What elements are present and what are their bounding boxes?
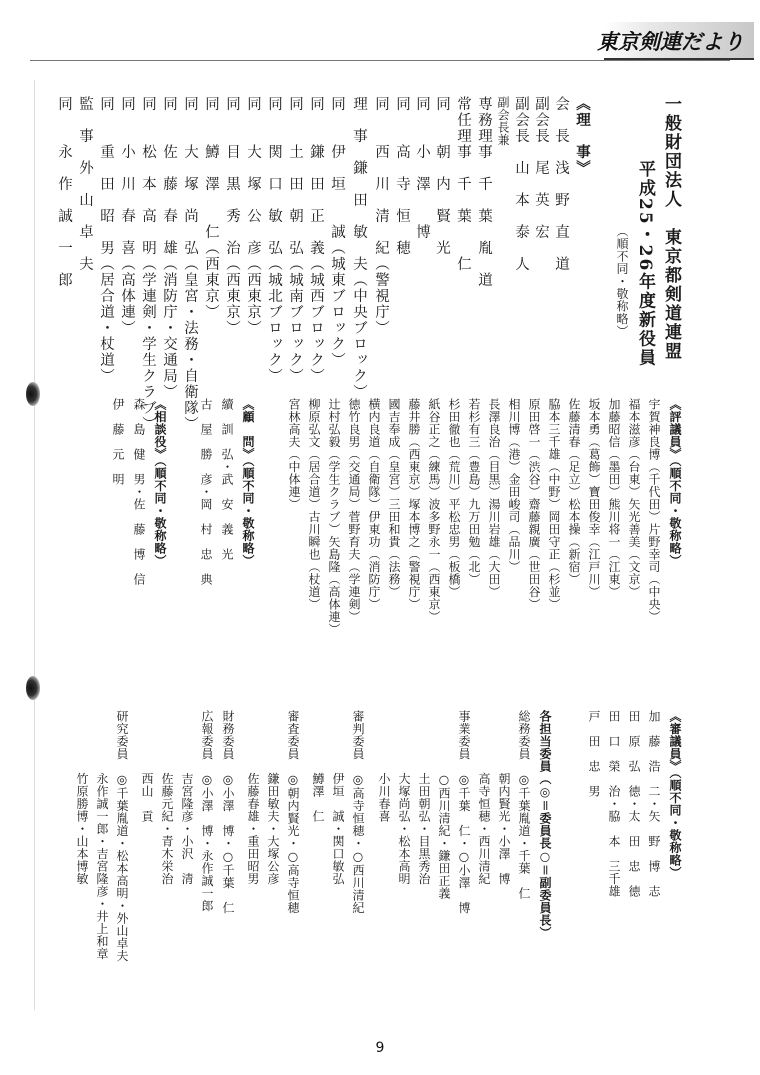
auditor-line: 加 藤 浩 二・矢 野 博 志 [647, 710, 661, 898]
committee-line: 財務委員 ◎小澤 博・○千葉 仁 [221, 710, 235, 914]
committee-line: 吉宮隆彦・小沢 清 [180, 710, 194, 885]
board-line: 専務理事 千 葉 胤 道 [476, 96, 492, 288]
page-number: 9 [375, 1040, 385, 1056]
auditor-line: 田 口 榮 治・脇 本 三千雄 [607, 710, 621, 898]
councilor-line: 福本滋彦（台東）矢光善美（文京） [627, 398, 641, 598]
board-line: 同 重 田 昭 男（居合道・杖道） [98, 96, 114, 384]
board-line: 同 朝 内 賢 光 [434, 96, 450, 256]
committee-line: 鎌田敏夫・大塚公彦 [266, 710, 280, 885]
councilor-line: 宮林高夫（中体連） [287, 398, 301, 511]
auditor-line: 戸 田 忠 男 [587, 710, 601, 798]
councilor-line: 加藤昭信（墨田）熊川将一（江東） [607, 398, 621, 598]
board-line: 同 土 田 朝 弘（城南ブロック） [287, 96, 303, 384]
board-line: 同 佐 藤 春 雄（消防庁・交通局） [161, 96, 177, 400]
councilor-line: 佐藤清春（足立）松本操（新宿） [567, 398, 581, 586]
board-line: 同 松 本 高 明（学連剣・学生クラブ） [140, 96, 156, 432]
councilor-line: 脇本三千雄（中野）岡田守正（杉並） [547, 398, 561, 611]
organization-name: 一般財団法人 東京都剣道連盟 [661, 95, 681, 361]
councilor-line: 長澤良治（目黒）湯川岩雄（大田） [487, 398, 501, 598]
board-line: 同 大 塚 尚 弘（皇宮・法務・自衛隊） [182, 96, 198, 432]
advisor-line: 古 屋 勝 彦・岡 村 忠 典 [199, 398, 213, 586]
committee-line: 事業委員 ◎千葉 仁・○小澤 博 [457, 710, 471, 914]
councilor-line: 若杉有三（豊島）九万田勉（北） [467, 398, 481, 586]
committee-line: 佐藤春雄・重田昭男 [246, 710, 260, 885]
councilor-line: 柳原弘文（居合道）古川瞬也（杖道） [307, 398, 321, 611]
councilor-line: 徳竹良男（交通局）菅野育夫（学連剣） [347, 398, 361, 623]
binder-hole [26, 382, 40, 406]
board-line: 同 関 口 敏 弘（城北ブロック） [266, 96, 282, 384]
board-line: 同 鱒 澤 仁（西東京） [203, 96, 219, 320]
committee-line: 佐藤元紀・青木栄治 [160, 710, 174, 885]
board-line: 同 目 黒 秀 治（西東京） [224, 96, 240, 336]
committee-line: 総務委員 ◎千葉胤道・千葉 仁 [517, 710, 531, 900]
councilor-line: 國吉奉成（皇宮）三田和貴（法務） [387, 398, 401, 598]
board-line: 監 事 外 山 卓 夫 [77, 96, 93, 272]
board-line: 理 事 鎌 田 敏 夫（中央ブロック） [351, 96, 367, 400]
auditor-line: 田 原 弘 徳・太 田 忠 徳 [627, 710, 641, 898]
board-line: 同 伊 垣 誠（城東ブロック） [329, 96, 345, 368]
header-rule [30, 60, 730, 61]
margin-rule [34, 80, 35, 1010]
order-note: （順不同・敬称略） [615, 225, 629, 338]
committee-line: 広報委員 ◎小澤 博・永作誠一郎 [200, 710, 214, 912]
term-title: 平成25・26年度新役員 [635, 160, 655, 368]
committee-line: 審判委員 ◎高寺恒穂・○西川清紀 [351, 710, 365, 914]
board-line: 副会長 山 本 泰 人 [513, 96, 529, 272]
committee-line: 研究委員 ◎千葉胤道・松本高明・外山卓夫 [115, 710, 129, 962]
board-line: 同 鎌 田 正 義（城西ブロック） [308, 96, 324, 384]
councilor-line: 原田啓一（渋谷）齋藤親廣（世田谷） [527, 398, 541, 611]
consultants-heading: 《相談役》（順不同・敬称略） [153, 398, 167, 567]
councilor-line: 横内良道（自衛隊）伊東功（消防庁） [367, 398, 381, 611]
councilor-line: 坂本勇（葛飾）寶田俊幸（江戸川） [587, 398, 601, 598]
consultant-line: 伊 藤 元 明 [111, 398, 125, 486]
committee-line: 永作誠一郎・吉宮隆彦・井上和章 [95, 710, 109, 960]
committee-line: 大塚尚弘・松本高明 [397, 710, 411, 885]
advisor-line: 續 訓 弘・武 安 義 光 [220, 398, 234, 561]
councilor-line: 杉田徹也（荒川）平松忠男（板橋） [447, 398, 461, 598]
board-line: 副会長兼 [496, 96, 510, 146]
auditors-heading: 《審議員》（順不同・敬称略） [668, 710, 682, 879]
consultant-line: 森 島 健 男・佐 藤 博 信 [132, 398, 146, 586]
board-line: 同 永 作 誠 一 郎 [56, 96, 72, 288]
committee-line: 審査委員 ◎朝内賢光・○高寺恒穂 [286, 710, 300, 914]
binder-hole [26, 676, 40, 700]
committees-heading: 各担当委員（◎＝委員長○＝副委員長） [538, 710, 552, 940]
board-line: 同 小 澤 博 [414, 96, 430, 240]
committee-line: 西山 貢 [140, 710, 154, 823]
councilor-line: 辻村弘毅（学生クラブ）矢島隆（高体連） [327, 398, 341, 636]
committee-line: 土田朝弘・目黒秀治 [417, 710, 431, 885]
councilor-line: 相川博（港）金田峻司（品川） [507, 398, 521, 573]
councilor-line: 紙谷正之（練馬）波多野永一（西東京） [427, 398, 441, 623]
councilor-line: 藤井勝（西東京）塚本博之（警視庁） [407, 398, 421, 611]
board-line: 副会長 尾 英 宏 [533, 96, 549, 240]
committee-line: 伊垣 誠・関口敏弘 [331, 710, 345, 885]
board-line: 同 大 塚 公 彦（西東京） [245, 96, 261, 336]
board-line: 常任理事 千 葉 仁 [455, 96, 471, 272]
councilor-line: 宇賀神良博（千代田）片野幸司（中央） [647, 398, 661, 623]
board-line: 会 長 浅 野 直 道 [553, 96, 569, 272]
committee-line: 高寺恒穂・西川清紀 [477, 710, 491, 885]
board-line: 同 高 寺 恒 穂 [394, 96, 410, 256]
board-line: 同 小 川 春 喜（高体連） [119, 96, 135, 336]
advisors-heading: 《顧 問》（順不同・敬称略） [241, 398, 255, 567]
newsletter-title: 東京剣連だより [597, 30, 744, 54]
committee-line: ○西川清紀・鎌田正義 [437, 710, 451, 900]
councilors-heading: 《評議員》（順不同・敬称略） [668, 398, 682, 567]
committee-line: 鱒澤 仁 [311, 710, 325, 823]
committee-line: 朝内賢光・小澤 博 [497, 710, 511, 885]
board-heading: 《理 事》 [574, 96, 591, 176]
board-line: 同 西 川 清 紀（警視庁） [373, 96, 389, 336]
committee-line: 竹原勝博・山本博敏 [75, 710, 89, 885]
committee-line: 小川春喜 [377, 710, 391, 823]
newsletter-banner [597, 22, 754, 60]
